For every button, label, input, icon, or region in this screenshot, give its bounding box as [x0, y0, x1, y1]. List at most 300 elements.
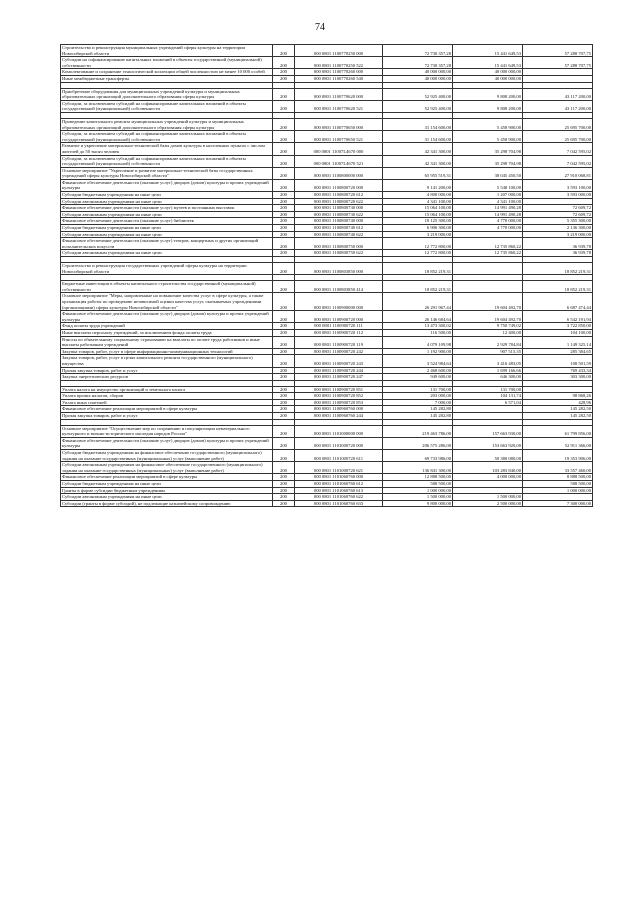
unexecuted-amount: 18 852 219,31: [523, 263, 593, 275]
table-row: [61, 57, 593, 69]
executed-amount: 15 441 649,53: [453, 45, 523, 57]
table-row: [61, 399, 593, 406]
table-row: [61, 374, 593, 381]
row-name: Уплата налога на имущество организаций и земельного налога: [61, 386, 273, 393]
budget-classification-code: 000 0801 11007L4670 521: [295, 155, 383, 167]
row-name: Иные выплаты персоналу учреждений, за исключением фонда оплаты труда: [61, 329, 273, 336]
assigned-amount: 26 291 967,44: [383, 293, 453, 311]
executed-amount: 103 283 840,00: [453, 462, 523, 474]
row-code: 200: [273, 198, 295, 205]
executed-amount: 14 991 490,28: [453, 205, 523, 212]
executed-amount: 40 000 000,00: [453, 69, 523, 76]
executed-amount: 50 380 080,00: [453, 450, 523, 462]
unexecuted-amount: 25 695 700,00: [523, 118, 593, 130]
row-name: Субсидии бюджетным учреждениям на иные цели: [61, 192, 273, 199]
row-name: Субсидии, за исключением субсидий на софинансирование капитальных вложений в объекты государственной (муниципальной) собственности: [61, 131, 273, 143]
budget-classification-code: 000 0801 1100900720 119: [295, 336, 383, 348]
row-code: 200: [273, 393, 295, 400]
unexecuted-amount: 18 852 219,31: [523, 281, 593, 293]
unexecuted-amount: 3 593 100,00: [523, 179, 593, 191]
row-code: 200: [273, 231, 295, 238]
row-name: Гранты в форме субсидии бюджетным учреждениям: [61, 487, 273, 494]
budget-classification-code: 000 0801 1100770650 521: [295, 131, 383, 143]
unexecuted-amount: 7 042 595,02: [523, 143, 593, 155]
row-name: Развитие и укрепление материально-технической базы домов культуры в населенных пунктах с числом жителей до 50 тысяч человек: [61, 143, 273, 155]
row-name: Субсидии автономным учреждениям на иные цели: [61, 211, 273, 218]
budget-classification-code: 000 0801 1100770260 540: [295, 75, 383, 82]
assigned-amount: 3 524 984,64: [383, 355, 453, 367]
row-name: Субсидии автономным учреждениям на иные цели: [61, 494, 273, 501]
assigned-amount: 9 141 200,00: [383, 179, 453, 191]
assigned-amount: 116 500,00: [383, 329, 453, 336]
executed-amount: 19 604 492,70: [453, 311, 523, 323]
assigned-amount: 18 852 219,31: [383, 263, 453, 275]
budget-classification-code: 000 0801 1100800730 622: [295, 211, 383, 218]
unexecuted-amount: 428,96: [523, 399, 593, 406]
unexecuted-amount: 33 557 460,00: [523, 462, 593, 474]
unexecuted-amount: 57 288 707,75: [523, 57, 593, 69]
table-row: [61, 329, 593, 336]
assigned-amount: 40 000 000,00: [383, 75, 453, 82]
budget-classification-code: 000 0801 1100803850 000: [295, 263, 383, 275]
assigned-amount: 65 955 519,31: [383, 167, 453, 179]
unexecuted-amount: 2 136 300,00: [523, 225, 593, 232]
unexecuted-amount: 145 282,50: [523, 413, 593, 420]
table-row: [61, 88, 593, 100]
unexecuted-amount: 52 911 366,00: [523, 437, 593, 449]
table-row: [61, 192, 593, 199]
row-name: Финансовое обеспечение деятельности (оказание услуг) дворцов (домов) культуры и прочих учреждений культуры: [61, 437, 273, 449]
executed-amount: 35 298 704,98: [453, 155, 523, 167]
assigned-amount: 15 064 100,00: [383, 211, 453, 218]
table-row: [61, 348, 593, 355]
unexecuted-amount: 1 000 000,00: [523, 487, 593, 494]
row-name: Субсидии на софинансирование капитальных вложений в объекты государственной (муниципальной) собственности: [61, 57, 273, 69]
unexecuted-amount: 19 353 906,00: [523, 450, 593, 462]
row-code: 200: [273, 481, 295, 488]
budget-table-body: [61, 45, 593, 507]
unexecuted-amount: 27 910 068,81: [523, 167, 593, 179]
assigned-amount: 18 852 219,31: [383, 281, 453, 293]
row-code: 200: [273, 348, 295, 355]
assigned-amount: 145 282,80: [383, 413, 453, 420]
executed-amount: [453, 231, 523, 238]
budget-classification-code: 000 0801 1100900720 243: [295, 355, 383, 367]
row-code: 200: [273, 323, 295, 330]
unexecuted-amount: 769 433,34: [523, 367, 593, 374]
row-name: Иные межбюджетные трансферты: [61, 75, 273, 82]
budget-classification-code: 000 0801 1100800720 612: [295, 192, 383, 199]
unexecuted-amount: 8 888 500,00: [523, 474, 593, 481]
unexecuted-amount: 145 282,50: [523, 406, 593, 413]
row-name: Финансовое обеспечение реализации мероприятий в сфере культуры: [61, 406, 273, 413]
unexecuted-amount: 7 042 595,02: [523, 155, 593, 167]
budget-classification-code: 000 0801 1100800720 622: [295, 198, 383, 205]
row-code: 200: [273, 57, 295, 69]
budget-classification-code: 000 0801 1100800720 000: [295, 179, 383, 191]
row-code: 200: [273, 179, 295, 191]
executed-amount: 646 300,00: [453, 374, 523, 381]
budget-classification-code: 000 0801 1100800000 000: [295, 167, 383, 179]
unexecuted-amount: [523, 386, 593, 393]
budget-classification-code: 000 0801 1100803850 414: [295, 281, 383, 293]
executed-amount: 40 000 000,00: [453, 75, 523, 82]
executed-amount: 19 604 492,70: [453, 293, 523, 311]
row-code: 200: [273, 45, 295, 57]
unexecuted-amount: 43 117 200,00: [523, 88, 593, 100]
unexecuted-amount: 61 799 856,00: [523, 425, 593, 437]
assigned-amount: 42 341 300,00: [383, 155, 453, 167]
table-row: [61, 155, 593, 167]
table-row: [61, 355, 593, 367]
table-row: [61, 487, 593, 494]
executed-amount: 14 991 490,28: [453, 211, 523, 218]
assigned-amount: 949 600,00: [383, 374, 453, 381]
unexecuted-amount: 43 117 200,00: [523, 100, 593, 112]
row-name: Уплата прочих налогов, сборов: [61, 393, 273, 400]
executed-amount: 4 770 000,00: [453, 225, 523, 232]
assigned-amount: 26 146 684,64: [383, 311, 453, 323]
budget-classification-code: 000 0801 1101000720 000: [295, 437, 383, 449]
budget-classification-code: 000 0801 1100770250 000: [295, 45, 383, 57]
budget-classification-code: 000 0801 1100800740 000: [295, 218, 383, 225]
assigned-amount: 69 733 986,00: [383, 450, 453, 462]
row-name: Финансовое обеспечение деятельности (оказание услуг) театров, концертных и других организаций исполнительских искусств: [61, 238, 273, 250]
table-row: [61, 100, 593, 112]
table-row: [61, 250, 593, 257]
executed-amount: 907 515,35: [453, 348, 523, 355]
assigned-amount: 219 463 786,00: [383, 425, 453, 437]
table-row: [61, 167, 593, 179]
budget-classification-code: 000 0801 1100800750 000: [295, 238, 383, 250]
executed-amount: 2 929 784,84: [453, 336, 523, 348]
table-row: [61, 293, 593, 311]
row-name: Строительство и реконструкция муниципальных учреждений сферы культуры на территории Новосибирской области: [61, 45, 273, 57]
row-code: 200: [273, 205, 295, 212]
row-name: Закупка энергетических ресурсов: [61, 374, 273, 381]
assigned-amount: 588 500,00: [383, 481, 453, 488]
budget-table: [60, 44, 593, 507]
assigned-amount: 40 000 000,00: [383, 69, 453, 76]
assigned-amount: 145 282,80: [383, 406, 453, 413]
row-code: 200: [273, 238, 295, 250]
table-row: [61, 69, 593, 76]
row-code: 200: [273, 355, 295, 367]
budget-classification-code: 000 0801 1100900720 851: [295, 386, 383, 393]
row-code: 200: [273, 450, 295, 462]
assigned-amount: 2 468 600,00: [383, 367, 453, 374]
budget-classification-code: 000 0801 1100800750 622: [295, 250, 383, 257]
unexecuted-amount: [523, 75, 593, 82]
budget-classification-code: 000 0801 1100770260 000: [295, 69, 383, 76]
table-row: [61, 131, 593, 143]
budget-classification-code: 000 0801 1100770620 000: [295, 88, 383, 100]
budget-classification-code: 000 0801 11007L4670 000: [295, 143, 383, 155]
unexecuted-amount: 6 542 191,94: [523, 311, 593, 323]
executed-amount: [453, 263, 523, 275]
executed-amount: 153 663 920,00: [453, 437, 523, 449]
table-row: [61, 238, 593, 250]
row-name: Бюджетные инвестиции в объекты капитального строительства государственной (муниципальной) собственности: [61, 281, 273, 293]
executed-amount: 1 207 000,00: [453, 192, 523, 199]
executed-amount: 104 131,74: [453, 393, 523, 400]
executed-amount: [453, 487, 523, 494]
row-code: 200: [273, 192, 295, 199]
table-row: [61, 75, 593, 82]
table-row: [61, 481, 593, 488]
budget-classification-code: 000 0801 1101060760 613: [295, 487, 383, 494]
row-name: Основное мероприятие "Осуществление мер по сохранению и популяризации нематериального культурного и военно-исторического наследия народов России": [61, 425, 273, 437]
assigned-amount: 1 000 000,00: [383, 487, 453, 494]
executed-amount: 38 045 450,50: [453, 167, 523, 179]
table-row: [61, 281, 593, 293]
row-name: Закупка товаров, работ, услуг в целях капитального ремонта государственного (муниципального) имущества: [61, 355, 273, 367]
row-code: 200: [273, 386, 295, 393]
budget-classification-code: 000 0801 1100900720 244: [295, 367, 383, 374]
table-row: [61, 179, 593, 191]
executed-amount: 9 808 200,00: [453, 100, 523, 112]
assigned-amount: 6 906 300,00: [383, 225, 453, 232]
page-number: 74: [315, 22, 325, 33]
executed-amount: [453, 481, 523, 488]
row-name: Прочая закупка товаров, работ и услуг: [61, 413, 273, 420]
assigned-amount: 13 473 300,02: [383, 323, 453, 330]
row-name: Субсидии бюджетным учреждениям на иные цели: [61, 481, 273, 488]
budget-classification-code: 000 0801 1100900000 000: [295, 293, 383, 311]
row-name: Субсидии бюджетным учреждениям на иные цели: [61, 225, 273, 232]
executed-amount: 5 458 900,00: [453, 131, 523, 143]
row-code: 200: [273, 218, 295, 225]
row-code: 200: [273, 131, 295, 143]
budget-classification-code: 000 0801 1100770620 521: [295, 100, 383, 112]
table-row: [61, 45, 593, 57]
budget-classification-code: 000 0801 1101000000 000: [295, 425, 383, 437]
assigned-amount: 4 341 100,00: [383, 198, 453, 205]
budget-classification-code: 000 0801 1101060760 622: [295, 494, 383, 501]
table-row: [61, 462, 593, 474]
executed-amount: 5 458 900,00: [453, 118, 523, 130]
budget-classification-code: 000 0801 1101060760 633: [295, 500, 383, 507]
budget-classification-code: 000 0801 1101000720 621: [295, 462, 383, 474]
assigned-amount: 52 925 400,00: [383, 100, 453, 112]
assigned-amount: 4 800 000,00: [383, 192, 453, 199]
assigned-amount: 31 154 600,00: [383, 131, 453, 143]
row-code: 200: [273, 281, 295, 293]
table-row: [61, 225, 593, 232]
row-name: Фонд оплаты труда учреждений: [61, 323, 273, 330]
table-row: [61, 143, 593, 155]
unexecuted-amount: 5 355 300,00: [523, 218, 593, 225]
unexecuted-amount: 3 219 000,00: [523, 231, 593, 238]
assigned-amount: 3 219 000,00: [383, 231, 453, 238]
row-code: 200: [273, 329, 295, 336]
row-code: 200: [273, 367, 295, 374]
assigned-amount: 52 925 400,00: [383, 88, 453, 100]
unexecuted-amount: 25 695 700,00: [523, 131, 593, 143]
unexecuted-amount: 72 609,72: [523, 205, 593, 212]
row-code: 200: [273, 399, 295, 406]
row-name: Финансовое обеспечение деятельности (оказание услуг) дворцов (домов) культуры и прочих учреждений культуры: [61, 311, 273, 323]
table-row: [61, 406, 593, 413]
row-code: 200: [273, 437, 295, 449]
assigned-amount: 203 000,00: [383, 393, 453, 400]
row-name: Субсидии, за исключением субсидий на софинансирование капитальных вложений в объекты государственной (муниципальной) собственности: [61, 155, 273, 167]
table-row: [61, 205, 593, 212]
row-name: Основное мероприятие "Меры, направленные на повышение качества услуг в сфере культуры, а также организация работы по проведению независимой оценки качества услуг, оказываемых учреждениями (организациями) сферы культуры Новосибирской области": [61, 293, 273, 311]
budget-classification-code: 000 0801 1100960760 244: [295, 413, 383, 420]
budget-classification-code: 000 0801 1100900720 247: [295, 374, 383, 381]
table-row: [61, 231, 593, 238]
row-code: 200: [273, 336, 295, 348]
budget-classification-code: 000 0801 1100900720 242: [295, 348, 383, 355]
row-code: 200: [273, 211, 295, 218]
row-name: Субсидии автономным учреждениям на финансовое обеспечение государственного (муниципального) задания на оказание государственных (муниципальных) услуг (выполнение работ): [61, 462, 273, 474]
executed-amount: 1 699 166,66: [453, 367, 523, 374]
row-code: 200: [273, 293, 295, 311]
executed-amount: 9 750 749,02: [453, 323, 523, 330]
unexecuted-amount: [523, 69, 593, 76]
row-code: 200: [273, 118, 295, 130]
row-name: Субсидии автономным учреждениям на иные цели: [61, 250, 273, 257]
assigned-amount: 10 125 300,00: [383, 218, 453, 225]
assigned-amount: 42 341 300,00: [383, 143, 453, 155]
row-code: 200: [273, 311, 295, 323]
budget-classification-code: 000 0801 1100960760 000: [295, 406, 383, 413]
assigned-amount: 9 800 000,00: [383, 500, 453, 507]
row-code: 200: [273, 100, 295, 112]
row-name: Основное мероприятие "Укрепление и развитие материально-технической базы государственных учреждений сферы культуры Новосибирской области": [61, 167, 273, 179]
budget-classification-code: 000 0801 1100900720 111: [295, 323, 383, 330]
executed-amount: 12 400,00: [453, 329, 523, 336]
row-name: Субсидии (гранты в форме субсидий), не подлежащие казначейскому сопровождению: [61, 500, 273, 507]
unexecuted-amount: [523, 494, 593, 501]
row-code: 200: [273, 406, 295, 413]
executed-amount: 157 663 930,00: [453, 425, 523, 437]
row-code: 200: [273, 88, 295, 100]
unexecuted-amount: 36 939,78: [523, 250, 593, 257]
row-name: Финансовое обеспечение реализации мероприятий в сфере культуры: [61, 474, 273, 481]
row-name: Проведение капитального ремонта муниципальных учреждений культуры и муниципальных образовательных организаций дополнительного образования сферы культуры: [61, 118, 273, 130]
unexecuted-amount: 6 687 474,44: [523, 293, 593, 311]
unexecuted-amount: 3 722 850,00: [523, 323, 593, 330]
row-name: Субсидии автономным учреждениям на иные цели: [61, 198, 273, 205]
executed-amount: [453, 406, 523, 413]
table-row: [61, 386, 593, 393]
table-row: [61, 211, 593, 218]
table-row: [61, 336, 593, 348]
unexecuted-amount: 285 384,65: [523, 348, 593, 355]
budget-classification-code: 000 0801 1100900720 852: [295, 393, 383, 400]
unexecuted-amount: 7 300 000,00: [523, 500, 593, 507]
assigned-amount: 206 575 286,00: [383, 437, 453, 449]
row-code: 200: [273, 462, 295, 474]
table-row: [61, 393, 593, 400]
unexecuted-amount: 57 288 707,75: [523, 45, 593, 57]
row-name: Уплата иных платежей: [61, 399, 273, 406]
row-name: Финансовое обеспечение деятельности (оказание услуг) библиотек: [61, 218, 273, 225]
row-code: 200: [273, 75, 295, 82]
budget-classification-code: 000 0801 1101060760 000: [295, 474, 383, 481]
assigned-amount: 7 000,00: [383, 399, 453, 406]
budget-classification-code: 000 0801 1100900720 853: [295, 399, 383, 406]
table-row: [61, 218, 593, 225]
row-code: 200: [273, 413, 295, 420]
executed-amount: 5 548 100,00: [453, 179, 523, 191]
unexecuted-amount: 3 593 000,00: [523, 192, 593, 199]
row-code: 200: [273, 425, 295, 437]
table-row: [61, 323, 593, 330]
budget-classification-code: 000 0801 1100770650 000: [295, 118, 383, 130]
executed-amount: 4 770 000,00: [453, 218, 523, 225]
budget-classification-code: 000 0801 1101000720 611: [295, 450, 383, 462]
row-code: 200: [273, 374, 295, 381]
row-code: 200: [273, 155, 295, 167]
row-name: Комплектование и сохранение этнологической коллекции общей численностью не менее 10 000 особей: [61, 69, 273, 76]
table-row: [61, 367, 593, 374]
row-code: 200: [273, 250, 295, 257]
row-code: 200: [273, 225, 295, 232]
row-name: Субсидии бюджетным учреждениям на финансовое обеспечение государственного (муниципального) задания на оказание государственных (муниципальных) услуг (выполнение работ): [61, 450, 273, 462]
executed-amount: 4 000 000,00: [453, 474, 523, 481]
assigned-amount: 1 500 000,00: [383, 494, 453, 501]
executed-amount: 3 416 483,05: [453, 355, 523, 367]
table-row: [61, 450, 593, 462]
executed-amount: 6 571,04: [453, 399, 523, 406]
row-name: Финансовое обеспечение деятельности (оказание услуг) дворцов (домов) культуры и прочих учреждений культуры: [61, 179, 273, 191]
assigned-amount: 12 772 800,00: [383, 250, 453, 257]
row-name: Приобретение оборудования для муниципальных учреждений культуры и муниципальных образовательных организаций дополнительного образования сферы культуры: [61, 88, 273, 100]
row-name: Субсидии автономным учреждениям на иные цели: [61, 231, 273, 238]
table-row: [61, 494, 593, 501]
row-name: Взносы по обязательному социальному страхованию на выплаты по оплате труда работников и иные выплаты работникам учреждений: [61, 336, 273, 348]
budget-classification-code: 000 0801 1100770250 522: [295, 57, 383, 69]
assigned-amount: 72 730 357,28: [383, 57, 453, 69]
executed-amount: 15 441 649,53: [453, 57, 523, 69]
row-name: Строительство и реконструкция государственных учреждений сферы культуры на территории Новосибирской области: [61, 263, 273, 275]
executed-amount: 2 500 000,00: [453, 500, 523, 507]
budget-classification-code: 000 0801 1100800740 612: [295, 225, 383, 232]
table-row: [61, 263, 593, 275]
row-code: 200: [273, 474, 295, 481]
executed-amount: 1 500 000,00: [453, 494, 523, 501]
table-row: [61, 311, 593, 323]
unexecuted-amount: 104 100,00: [523, 329, 593, 336]
executed-amount: 35 298 704,98: [453, 143, 523, 155]
table-row: [61, 474, 593, 481]
table-row: [61, 198, 593, 205]
assigned-amount: 31 154 600,00: [383, 118, 453, 130]
budget-classification-code: 000 0801 1100900720 000: [295, 311, 383, 323]
unexecuted-amount: 588 500,00: [523, 481, 593, 488]
unexecuted-amount: 1 149 325,14: [523, 336, 593, 348]
unexecuted-amount: 98 868,26: [523, 393, 593, 400]
executed-amount: [453, 281, 523, 293]
table-row: [61, 500, 593, 507]
table-row: [61, 437, 593, 449]
budget-classification-code: 000 0801 1100800740 622: [295, 231, 383, 238]
unexecuted-amount: [523, 198, 593, 205]
row-name: Финансовое обеспечение деятельности (оказание услуг) музеев и постоянных выставок: [61, 205, 273, 212]
budget-classification-code: 000 0801 1100800730 000: [295, 205, 383, 212]
row-code: 200: [273, 494, 295, 501]
assigned-amount: 1 192 900,00: [383, 348, 453, 355]
row-code: 200: [273, 487, 295, 494]
executed-amount: 12 735 860,22: [453, 250, 523, 257]
row-code: 200: [273, 143, 295, 155]
unexecuted-amount: 36 939,78: [523, 238, 593, 250]
assigned-amount: 4 079 109,98: [383, 336, 453, 348]
assigned-amount: 12 888 500,00: [383, 474, 453, 481]
